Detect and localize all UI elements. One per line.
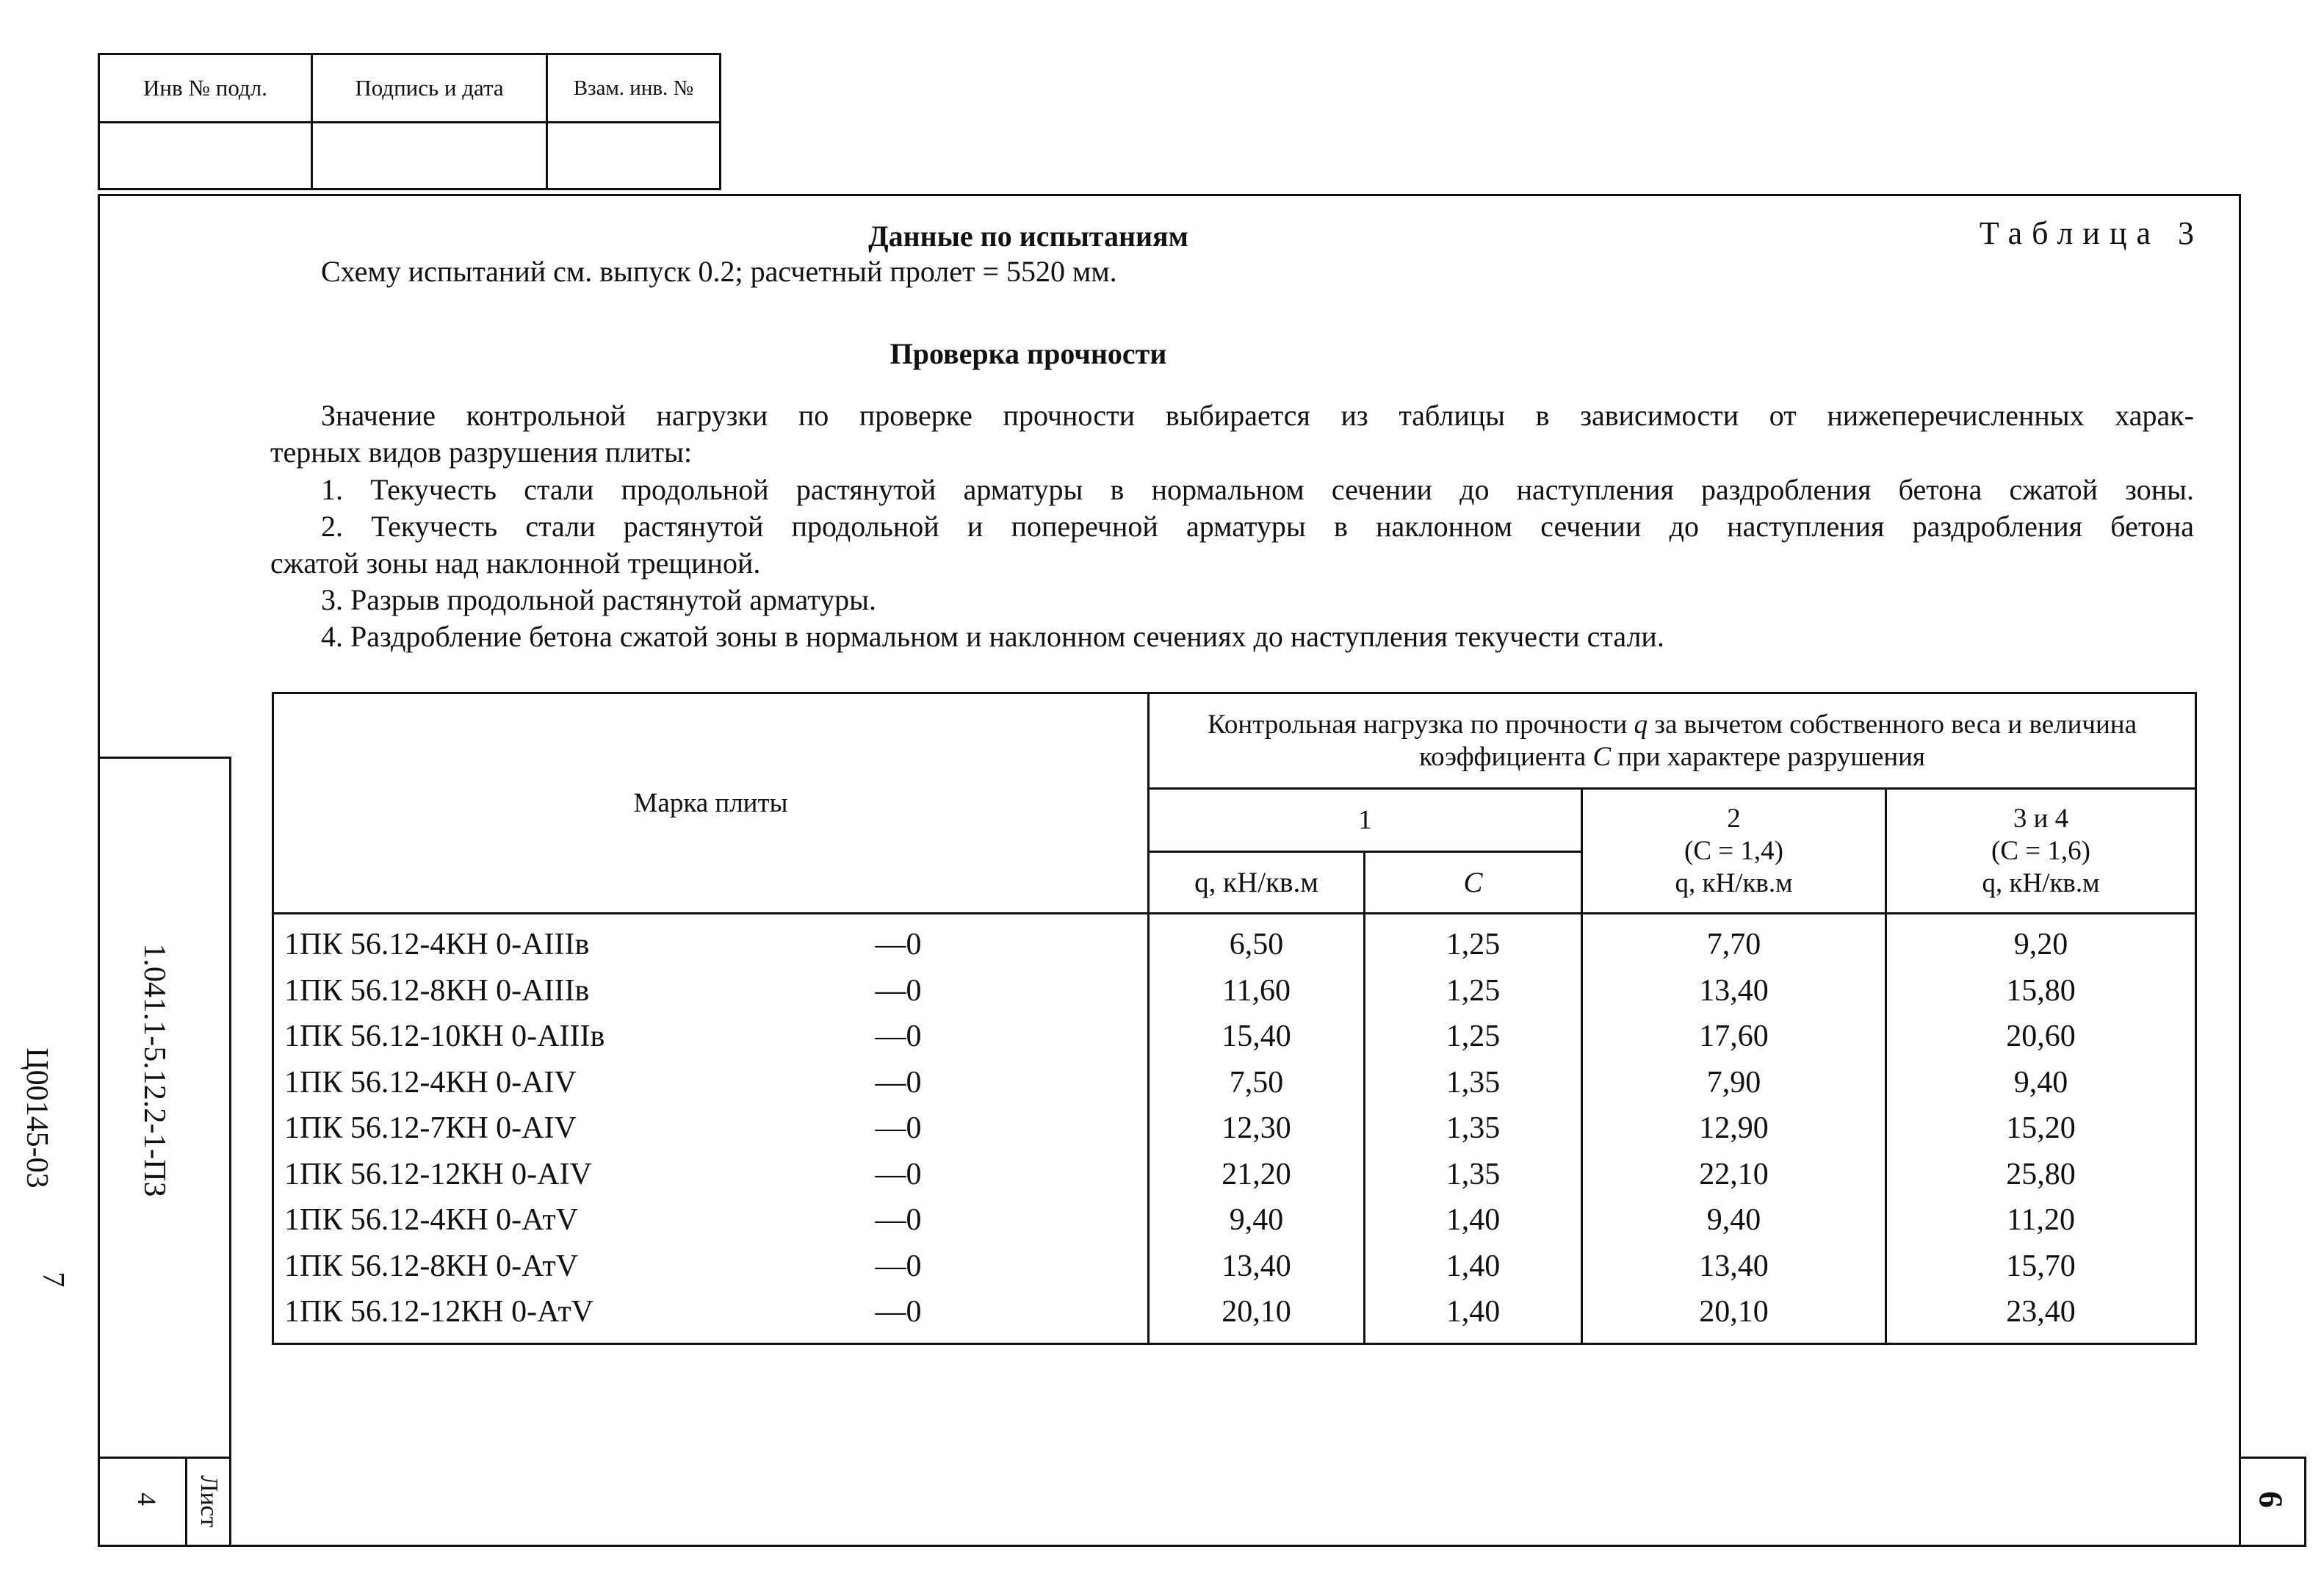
frame-bottom (98, 1545, 2241, 1547)
row-q1: 21,20 (1149, 1152, 1365, 1198)
page-corner-number: 6 (2252, 1491, 2290, 1508)
list-item-1: 1. Текучесть стали продольной растянутой арматуры в нормальном сечении до наступления раздробления бетона сжатой зоны. (321, 473, 2194, 506)
stamp-table (98, 53, 721, 190)
row-q1: 20,10 (1149, 1289, 1365, 1343)
row-q2: 22,10 (1582, 1152, 1886, 1198)
row-suffix: —0 (876, 1197, 1149, 1244)
stamp-inv-label: Инв № подл. (99, 54, 312, 123)
frame-left (98, 194, 100, 1547)
side-block-divider (98, 1457, 231, 1459)
sheet-divider (185, 1457, 187, 1547)
stamp-sign-cell (312, 123, 547, 190)
stamp-inv-cell (99, 123, 312, 190)
row-c: 1,35 (1365, 1152, 1582, 1198)
archive-code: Ц00145-03 (20, 1047, 54, 1188)
table-row (273, 968, 2196, 1014)
document-code: 1.041.1-5.12.2-1-ПЗ (137, 943, 171, 1197)
corner-box-bottom (2239, 1545, 2306, 1547)
table-row (273, 1197, 2196, 1244)
row-q34: 20,60 (1886, 1014, 2196, 1060)
row-mark: 1ПК 56.12-7КН 0-АIV (273, 1105, 876, 1152)
row-mark: 1ПК 56.12-8КН 0-АIIIв (273, 968, 876, 1014)
intro-line-1: Значение контрольной нагрузки по проверке прочности выбирается из таблицы в зависимости от нижеперечисленных харак- (321, 399, 2194, 432)
list-item-3: 3. Разрыв продольной растянутой арматуры. (321, 583, 877, 616)
table-row (273, 1105, 2196, 1152)
stamp-replace-cell (547, 123, 721, 190)
row-c: 1,25 (1365, 1014, 1582, 1060)
row-q34: 9,40 (1886, 1060, 2196, 1106)
strength-data-table (272, 692, 2197, 1345)
stamp-sign-label: Подпись и дата (312, 54, 547, 123)
table-row (273, 1289, 2196, 1343)
list-item-2-line-2: сжатой зоны над наклонной трещиной. (270, 546, 761, 580)
row-suffix: —0 (876, 1152, 1149, 1198)
row-q1: 13,40 (1149, 1244, 1365, 1290)
row-q2: 9,40 (1582, 1197, 1886, 1244)
row-q2: 12,90 (1582, 1105, 1886, 1152)
header-mark: Марка плиты (273, 693, 1149, 914)
row-suffix: —0 (876, 1014, 1149, 1060)
header-type-1-c: C (1365, 852, 1582, 914)
row-q1: 6,50 (1149, 914, 1365, 968)
row-c: 1,40 (1365, 1289, 1582, 1343)
row-c: 1,35 (1365, 1060, 1582, 1106)
archive-page-number: 7 (36, 1271, 70, 1288)
row-q1: 12,30 (1149, 1105, 1365, 1152)
header-type-1-q: q, кН/кв.м (1149, 852, 1365, 914)
table-number: Таблица 3 (1979, 215, 2204, 251)
row-q34: 15,20 (1886, 1105, 2196, 1152)
row-q34: 23,40 (1886, 1289, 2196, 1343)
row-q1: 11,60 (1149, 968, 1365, 1014)
frame-right (2239, 194, 2241, 1547)
scheme-note: Схему испытаний см. выпуск 0.2; расчетный пролет = 5520 мм. (321, 255, 1117, 288)
row-mark: 1ПК 56.12-10КН 0-АIIIв (273, 1014, 876, 1060)
row-q34: 9,20 (1886, 914, 2196, 968)
row-c: 1,40 (1365, 1244, 1582, 1290)
table-row (273, 1060, 2196, 1106)
row-q34: 11,20 (1886, 1197, 2196, 1244)
row-suffix: —0 (876, 1244, 1149, 1290)
row-mark: 1ПК 56.12-8КН 0-АтV (273, 1244, 876, 1290)
corner-box-top (2239, 1457, 2306, 1459)
table-row (273, 914, 2196, 968)
side-block-top (98, 757, 231, 759)
table-row (273, 1014, 2196, 1060)
row-c: 1,40 (1365, 1197, 1582, 1244)
list-item-2-line-1: 2. Текучесть стали растянутой продольной и поперечной арматуры в наклонном сечении до наступления раздробления бетона (321, 510, 2194, 543)
header-type-1: 1 (1149, 789, 1582, 852)
row-q2: 7,90 (1582, 1060, 1886, 1106)
header-type-2: 2 (C = 1,4) q, кН/кв.м (1582, 789, 1886, 914)
table-body (273, 914, 2196, 1344)
frame-top (98, 194, 2241, 196)
row-suffix: —0 (876, 914, 1149, 968)
header-type-3-4: 3 и 4 (C = 1,6) q, кН/кв.м (1886, 789, 2196, 914)
row-q2: 13,40 (1582, 1244, 1886, 1290)
row-mark: 1ПК 56.12-4КН 0-АтV (273, 1197, 876, 1244)
row-q1: 7,50 (1149, 1060, 1365, 1106)
table-row (273, 1152, 2196, 1198)
row-mark: 1ПК 56.12-12КН 0-АIV (273, 1152, 876, 1198)
row-suffix: —0 (876, 1060, 1149, 1106)
row-c: 1,25 (1365, 914, 1582, 968)
table-row (273, 1244, 2196, 1290)
row-c: 1,25 (1365, 968, 1582, 1014)
section-title: Проверка прочности (889, 337, 1167, 370)
sheet-number: 4 (132, 1493, 162, 1506)
row-q2: 7,70 (1582, 914, 1886, 968)
row-mark: 1ПК 56.12-4КН 0-АIV (273, 1060, 876, 1106)
row-mark: 1ПК 56.12-4КН 0-АIIIв (273, 914, 876, 968)
sheet-label: Лист (195, 1475, 223, 1528)
row-q2: 13,40 (1582, 968, 1886, 1014)
stamp-replace-label: Взам. инв. № (547, 54, 721, 123)
row-q34: 15,80 (1886, 968, 2196, 1014)
header-control-load: Контрольная нагрузка по прочности q за вычетом собственного веса и величина коэффициента C при характере разрушения (1149, 693, 2196, 789)
row-q1: 9,40 (1149, 1197, 1365, 1244)
row-q1: 15,40 (1149, 1014, 1365, 1060)
row-q2: 20,10 (1582, 1289, 1886, 1343)
row-q2: 17,60 (1582, 1014, 1886, 1060)
intro-line-2: терных видов разрушения плиты: (270, 436, 693, 469)
list-item-4: 4. Раздробление бетона сжатой зоны в нормальном и наклонном сечениях до наступления текучести стали. (321, 620, 1664, 653)
row-c: 1,35 (1365, 1105, 1582, 1152)
row-q34: 15,70 (1886, 1244, 2196, 1290)
row-mark: 1ПК 56.12-12КН 0-АтV (273, 1289, 876, 1343)
row-suffix: —0 (876, 1105, 1149, 1152)
row-suffix: —0 (876, 968, 1149, 1014)
document-title: Данные по испытаниям (868, 220, 1188, 253)
row-suffix: —0 (876, 1289, 1149, 1343)
side-block-right (229, 757, 231, 1547)
row-q34: 25,80 (1886, 1152, 2196, 1198)
corner-box-right (2304, 1457, 2306, 1547)
